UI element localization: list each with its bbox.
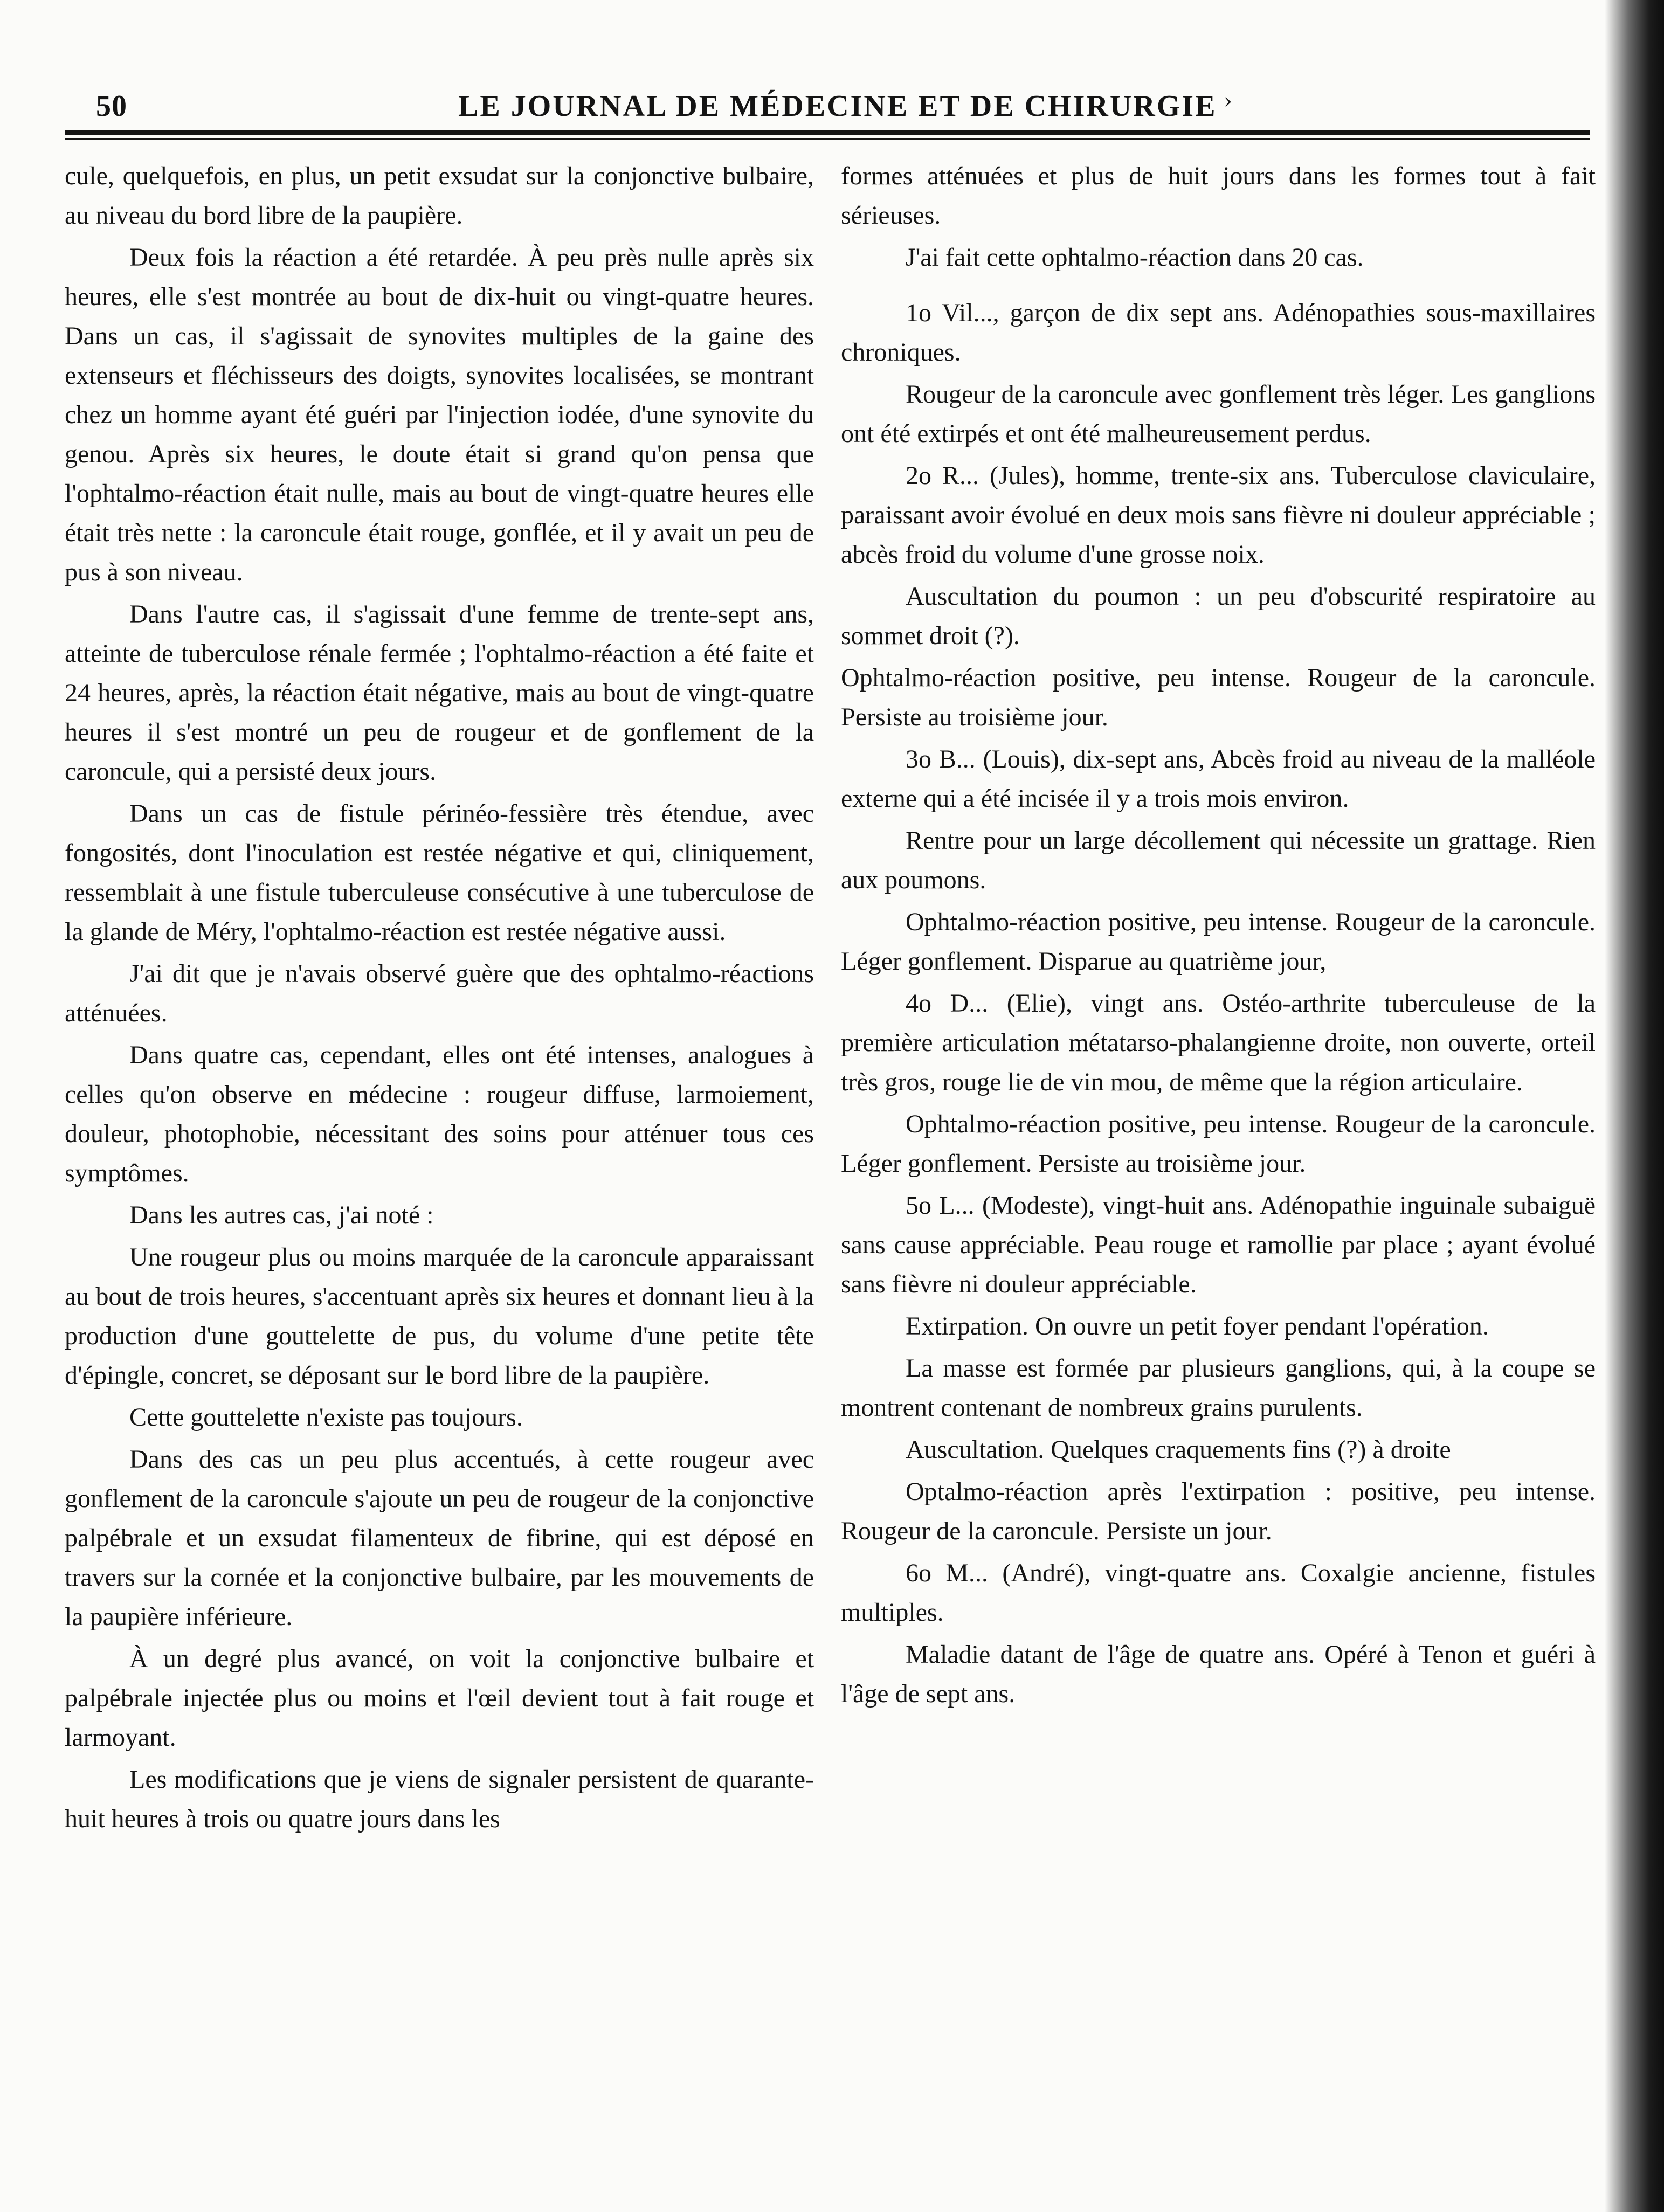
scan-edge-shadow [1605, 0, 1664, 2212]
case-entry: 3o B... (Louis), dix-sept ans, Abcès froid au niveau de la malléole externe qui a été incisée il y a trois mois environ. [841, 745, 1596, 813]
journal-title: LE JOURNAL DE MÉDECINE ET DE CHIRURGIE [458, 89, 1217, 123]
paragraph: Dans un cas de fistule périnéo-fessière très étendue, avec fongosités, dont l'inoculation est restée négative et qui, cliniquement, ressemblait à une fistule tuberculeuse consécutive à une tuberculose de la glande de Méry, l'ophtalmo-réaction est restée négative aussi. [65, 799, 814, 946]
paragraph: Deux fois la réaction a été retardée. À peu près nulle après six heures, elle s'est montrée au bout de dix-huit ou vingt-quatre heures. Dans un cas, il s'agissait de synovites multiples de la gaine des extenseurs et fléchisseurs des doigts, synovites localisées, se montrant chez un homme ayant été guéri par l'injection iodée, d'une synovite du genou. Après six heures, le doute était si grand qu'on pensa que l'ophtalmo-réaction était nulle, mais au bout de vingt-quatre heures elle était très nette : la caroncule était rouge, gonflée, et il y avait un peu de pus à son niveau. [65, 243, 814, 586]
left-column [65, 156, 814, 1841]
paragraph: Extirpation. On ouvre un petit foyer pendant l'opération. [906, 1312, 1489, 1340]
paragraph: Dans l'autre cas, il s'agissait d'une femme de trente-sept ans, atteinte de tuberculose rénale fermée ; l'ophtalmo-réaction a été faite et 24 heures, après, la réaction était négative, mais au bout de vingt-quatre heures il s'est montré un peu de rougeur et de gonflement de la caroncule, qui a persisté deux jours. [65, 600, 814, 786]
paragraph: Dans les autres cas, j'ai noté : [129, 1201, 434, 1229]
paragraph: Auscultation du poumon : un peu d'obscurité respiratoire au sommet droit (?). [841, 582, 1596, 650]
paragraph: Dans des cas un peu plus accentués, à cette rougeur avec gonflement de la caroncule s'ajoute un peu de rougeur de la conjonctive palpébrale et un exsudat filamenteux de fibrine, qui est déposé en travers sur la cornée et la conjonctive bulbaire, par les mouvements de la paupière inférieure. [65, 1445, 814, 1631]
running-header [86, 89, 1601, 127]
case-entry: 1o Vil..., garçon de dix sept ans. Adénopathies sous-maxillaires chroniques. [841, 299, 1596, 367]
header-rule-thin [65, 138, 1590, 140]
paragraph: J'ai dit que je n'avais observé guère que des ophtalmo-réactions atténuées. [65, 959, 814, 1027]
paragraph: formes atténuées et plus de huit jours dans les formes tout à fait sérieuses. [841, 162, 1596, 230]
paragraph: La masse est formée par plusieurs ganglions, qui, à la coupe se montrent contenant de nombreux grains purulents. [841, 1354, 1596, 1422]
paragraph: À un degré plus avancé, on voit la conjonctive bulbaire et palpébrale injectée plus ou moins et l'œil devient tout à fait rouge et larmoyant. [65, 1644, 814, 1752]
header-rule-thick [65, 130, 1590, 135]
paragraph: Ophtalmo-réaction positive, peu intense. Rougeur de la caroncule. Léger gonflement. Persiste au troisième jour. [841, 1110, 1596, 1178]
paragraph: Une rougeur plus ou moins marquée de la caroncule apparaissant au bout de trois heures, s'accentuant après six heures et donnant lieu à la production d'une gouttelette de pus, du volume d'une petite tête d'épingle, concret, se déposant sur le bord libre de la paupière. [65, 1243, 814, 1390]
case-entry: 4o D... (Elie), vingt ans. Ostéo-arthrite tuberculeuse de la première articulation métatarso-phalangienne droite, non ouverte, orteil très gros, rouge lie de vin mou, de même que la région articulaire. [841, 989, 1596, 1096]
paragraph: Optalmo-réaction après l'extirpation : positive, peu intense. Rougeur de la caroncule. Persiste un jour. [841, 1477, 1596, 1545]
paragraph: Rentre pour un large décollement qui nécessite un grattage. Rien aux poumons. [841, 826, 1596, 894]
paragraph: Auscultation. Quelques craquements fins (?) à droite [906, 1435, 1451, 1464]
paragraph: Ophtalmo-réaction positive, peu intense. Rougeur de la caroncule. Léger gonflement. Disparue au quatrième jour, [841, 908, 1596, 976]
page-number: 50 [96, 89, 127, 123]
paragraph: Rougeur de la caroncule avec gonflement très léger. Les ganglions ont été extirpés et ont été malheureusement perdus. [841, 380, 1596, 448]
paragraph: Dans quatre cas, cependant, elles ont été intenses, analogues à celles qu'on observe en médecine : rougeur diffuse, larmoiement, douleur, photophobie, nécessitant des soins pour atténuer tous ces symptômes. [65, 1041, 814, 1187]
paragraph: J'ai fait cette ophtalmo-réaction dans 20 cas. [906, 243, 1364, 272]
paragraph: Cette gouttelette n'existe pas toujours. [129, 1403, 523, 1432]
paragraph: Les modifications que je viens de signaler persistent de quarante-huit heures à trois ou quatre jours dans les [65, 1765, 814, 1833]
case-entry: 6o M... (André), vingt-quatre ans. Coxalgie ancienne, fistules multiples. [841, 1559, 1596, 1627]
paragraph: Maladie datant de l'âge de quatre ans. Opéré à Tenon et guéri à l'âge de sept ans. [841, 1640, 1596, 1708]
right-column [841, 156, 1596, 1716]
header-mark: › [1224, 89, 1232, 114]
paragraph: Ophtalmo-réaction positive, peu intense. Rougeur de la caroncule. Persiste au troisième jour. [841, 663, 1596, 731]
case-entry: 2o R... (Jules), homme, trente-six ans. Tuberculose claviculaire, paraissant avoir évolué en deux mois sans fièvre ni douleur appréciable ; abcès froid du volume d'une grosse noix. [841, 461, 1596, 569]
case-entry: 5o L... (Modeste), vingt-huit ans. Adénopathie inguinale subaiguë sans cause appréciable. Peau rouge et ramollie par place ; ayant évolué sans fièvre ni douleur appréciable. [841, 1191, 1596, 1298]
paragraph: cule, quelquefois, en plus, un petit exsudat sur la conjonctive bulbaire, au niveau du bord libre de la paupière. [65, 162, 814, 230]
